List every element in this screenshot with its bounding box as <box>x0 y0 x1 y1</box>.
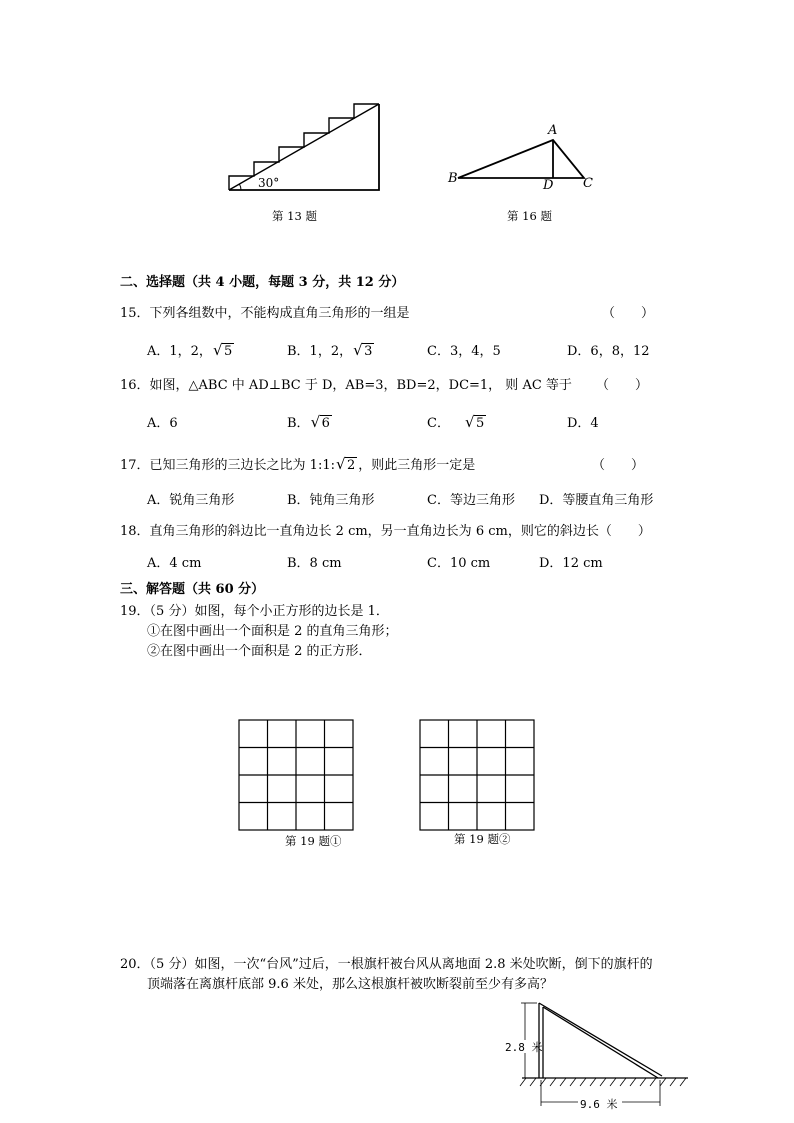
q17-option-d: D．等腰直角三角形 <box>539 493 654 508</box>
vertex-label-d: D <box>543 178 554 193</box>
height-label: 2.8 米 <box>505 1041 543 1054</box>
q15-option-a-text: A．1，2， <box>147 344 212 359</box>
question-19-part-1: ①在图中画出一个面积是 2 的直角三角形； <box>147 624 398 639</box>
q16-option-c-text: C． <box>427 416 450 431</box>
q16-option-a: A．6 <box>147 416 178 431</box>
q18-option-a: A．4 cm <box>147 556 202 571</box>
q16-option-b-text: B． <box>287 416 310 431</box>
q18-option-d: D．12 cm <box>539 556 603 571</box>
section-2-heading: 二、选择题（共 4 小题，每题 3 分，共 12 分） <box>120 275 405 290</box>
figure-13-caption: 第 13 题 <box>272 209 317 223</box>
question-17-stem-prefix: 17．已知三角形的三边长之比为 1:1: <box>120 458 335 473</box>
sqrt-symbol: √ 6 <box>310 413 330 431</box>
section-3-heading: 三、解答题（共 60 分） <box>120 582 265 597</box>
question-18-stem: 18．直角三角形的斜边比一直角边长 2 cm，另一直角边长为 6 cm，则它的斜边长（ ） <box>120 524 651 539</box>
figure-19-2-caption: 第 19 题② <box>454 832 511 846</box>
question-17-stem-suffix: ，则此三角形一定是 <box>358 458 476 473</box>
q18-option-c: C．10 cm <box>427 556 491 571</box>
q15-option-d: D．6，8，12 <box>567 344 650 359</box>
q17-option-a: A．锐角三角形 <box>147 493 235 508</box>
question-15-answer-paren: （ ） <box>602 306 655 321</box>
question-20-line-2: 顶端落在离旗杆底部 9.6 米处，那么这根旗杆被吹断裂前至少有多高？ <box>147 977 553 992</box>
q17-option-c: C．等边三角形 <box>427 493 515 508</box>
angle-label: 30° <box>258 176 280 190</box>
q15-option-b-text: B．1，2， <box>287 344 353 359</box>
sqrt-symbol: √ 5 <box>464 413 485 431</box>
figure-16-caption: 第 16 题 <box>507 209 552 223</box>
question-16-stem: 16．如图，△ABC 中 AD⊥BC 于 D，AB=3，BD=2，DC=1， 则 AC 等于 <box>120 378 572 393</box>
vertex-label-a: A <box>548 123 558 138</box>
question-19-part-2: ②在图中画出一个面积是 2 的正方形． <box>147 644 372 659</box>
question-20-line-1: 20．（5 分）如图，一次“台风”过后，一根旗杆被台风从离地面 2.8 米处吹断，倒下的旗杆的 <box>120 957 653 972</box>
question-19-stem: 19．（5 分）如图，每个小正方形的边长是 1． <box>120 604 389 619</box>
sqrt-symbol: √ 2 <box>335 455 356 473</box>
q16-option-d: D．4 <box>567 416 599 431</box>
question-16-answer-paren: （ ） <box>596 378 649 393</box>
base-label: 9.6 米 <box>580 1098 618 1111</box>
question-17-answer-paren: （ ） <box>592 458 645 473</box>
sqrt-symbol: √ 5 <box>212 341 233 359</box>
figure-19-1-caption: 第 19 题① <box>285 834 342 848</box>
vertex-label-c: C <box>583 176 593 191</box>
question-15-stem: 15．下列各组数中，不能构成直角三角形的一组是 <box>120 306 410 321</box>
vertex-label-b: B <box>448 171 458 186</box>
q18-option-b: B．8 cm <box>287 556 342 571</box>
sqrt-symbol: √ 3 <box>353 341 373 359</box>
q17-option-b: B．钝角三角形 <box>287 493 375 508</box>
q15-option-c: C．3，4，5 <box>427 344 501 359</box>
